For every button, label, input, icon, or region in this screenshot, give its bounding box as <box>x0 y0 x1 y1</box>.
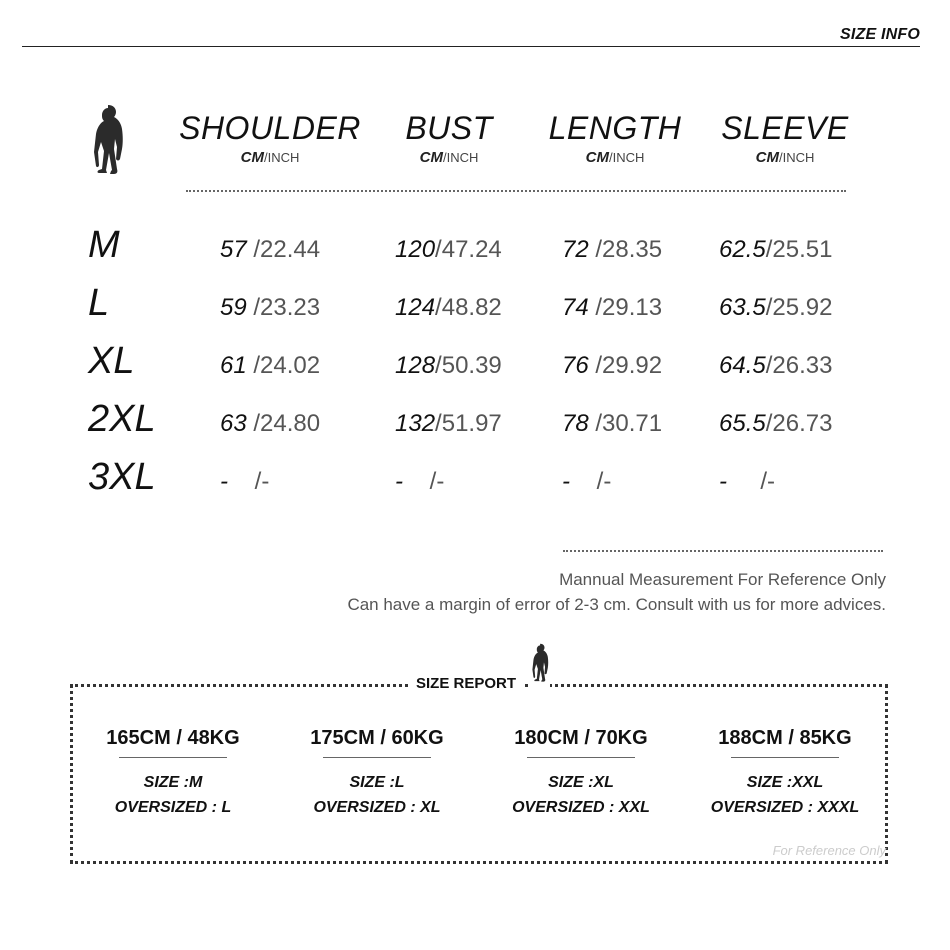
column-name: BUST <box>405 110 493 146</box>
height-weight: 180CM / 70KG <box>514 727 648 749</box>
column-unit <box>540 149 690 166</box>
column-header-shoulder <box>176 110 364 166</box>
reference-note: Mannual Measurement For Reference Only <box>559 570 886 589</box>
cm-value: - <box>719 468 727 495</box>
cm-value: - <box>562 468 570 495</box>
entry-divider <box>527 757 635 758</box>
inch-value: /- <box>254 468 270 495</box>
unit-cm: CM <box>585 149 609 166</box>
inch-value: /51.97 <box>435 410 502 437</box>
cm-value: 120 <box>395 236 436 263</box>
size-report-title: SIZE REPORT <box>408 675 524 692</box>
unit-cm: CM <box>419 149 443 166</box>
measurement-cell <box>220 468 269 496</box>
unit-cm: CM <box>755 149 779 166</box>
column-header-bust <box>378 110 520 166</box>
size-label: XL <box>88 340 135 382</box>
measurement-cell <box>395 468 444 496</box>
header-dotted-divider <box>186 190 846 192</box>
inch-value: /48.82 <box>435 294 502 321</box>
unit-cm: CM <box>240 149 264 166</box>
cm-value: 63.5 <box>719 294 766 321</box>
cm-value: 124 <box>395 294 436 321</box>
inch-value: /23.23 <box>253 294 321 321</box>
cm-value: 128 <box>395 352 436 379</box>
inch-value: /26.73 <box>765 410 833 437</box>
size-label: L <box>88 282 110 324</box>
cm-value: - <box>395 468 403 495</box>
report-entry <box>78 727 268 820</box>
column-name: LENGTH <box>548 110 682 146</box>
unit-inch: /INCH <box>778 150 815 165</box>
oversized-value: OVERSIZED : XXXL <box>710 799 860 816</box>
cm-value: 59 <box>220 294 254 321</box>
measurement-cell <box>562 294 662 322</box>
cm-value: 62.5 <box>719 236 766 263</box>
cm-value: 57 <box>220 236 254 263</box>
size-value: SIZE :XXL <box>746 774 824 791</box>
column-unit <box>378 149 520 166</box>
notes-dotted-divider <box>563 550 883 552</box>
column-name: SHOULDER <box>179 110 361 146</box>
cm-value: 76 <box>562 352 596 379</box>
measurement-cell <box>395 236 502 264</box>
inch-value: /47.24 <box>435 236 502 263</box>
size-label: 2XL <box>88 398 156 440</box>
size-label: M <box>88 224 120 266</box>
cm-value: 65.5 <box>719 410 766 437</box>
entry-divider <box>119 757 227 758</box>
measurement-cell <box>395 352 502 380</box>
column-header-sleeve <box>715 110 855 166</box>
inch-value: /25.51 <box>765 236 833 263</box>
gorilla-icon <box>528 642 550 690</box>
measurement-cell <box>719 236 832 264</box>
gorilla-icon <box>86 103 126 188</box>
inch-value: /28.35 <box>595 236 663 263</box>
height-weight: 188CM / 85KG <box>718 727 852 749</box>
entry-divider <box>323 757 431 758</box>
oversized-value: OVERSIZED : L <box>114 799 232 816</box>
inch-value: /50.39 <box>435 352 502 379</box>
cm-value: 132 <box>395 410 436 437</box>
page-title: SIZE INFO <box>839 26 920 43</box>
unit-inch: /INCH <box>442 150 479 165</box>
report-entry <box>690 727 880 820</box>
inch-value: /29.92 <box>595 352 663 379</box>
measurement-cell <box>719 294 832 322</box>
size-value: SIZE :XL <box>548 774 614 791</box>
size-value: SIZE :L <box>349 774 405 791</box>
report-entry <box>486 727 676 820</box>
height-weight: 175CM / 60KG <box>310 727 444 749</box>
cm-value: 64.5 <box>719 352 766 379</box>
measurement-cell <box>220 294 320 322</box>
inch-value: /22.44 <box>253 236 321 263</box>
cm-value: 61 <box>220 352 254 379</box>
unit-inch: /INCH <box>263 150 300 165</box>
size-label: 3XL <box>88 456 156 498</box>
inch-value: /- <box>429 468 445 495</box>
measurement-cell <box>562 236 662 264</box>
report-footnote: For Reference Only <box>772 843 886 858</box>
cm-value: 72 <box>562 236 596 263</box>
oversized-value: OVERSIZED : XXL <box>512 799 650 816</box>
measurement-cell <box>220 410 320 438</box>
measurement-cell <box>562 352 662 380</box>
cm-value: 63 <box>220 410 254 437</box>
unit-inch: /INCH <box>608 150 645 165</box>
header-divider <box>22 46 920 47</box>
measurement-cell <box>220 352 320 380</box>
column-unit <box>715 149 855 166</box>
inch-value: /- <box>596 468 612 495</box>
measurement-cell <box>562 410 662 438</box>
inch-value: /26.33 <box>765 352 833 379</box>
measurement-cell <box>719 468 775 496</box>
inch-value: /25.92 <box>765 294 833 321</box>
inch-value: /24.80 <box>253 410 321 437</box>
cm-value: 78 <box>562 410 596 437</box>
inch-value: /30.71 <box>595 410 663 437</box>
column-unit <box>176 149 364 166</box>
cm-value: 74 <box>562 294 596 321</box>
column-name: SLEEVE <box>721 110 849 146</box>
entry-divider <box>731 757 839 758</box>
measurement-cell <box>220 236 320 264</box>
height-weight: 165CM / 48KG <box>106 727 240 749</box>
measurement-cell <box>395 294 502 322</box>
measurement-cell <box>719 352 832 380</box>
measurement-cell <box>562 468 611 496</box>
column-header-length <box>540 110 690 166</box>
inch-value: /24.02 <box>253 352 321 379</box>
inch-value: /29.13 <box>595 294 663 321</box>
inch-value: /- <box>760 468 776 495</box>
report-entry <box>282 727 472 820</box>
measurement-cell <box>719 410 832 438</box>
oversized-value: OVERSIZED : XL <box>313 799 441 816</box>
measurement-cell <box>395 410 502 438</box>
size-value: SIZE :M <box>143 774 203 791</box>
cm-value: - <box>220 468 228 495</box>
margin-note: Can have a margin of error of 2-3 cm. Consult with us for more advices. <box>347 595 886 614</box>
